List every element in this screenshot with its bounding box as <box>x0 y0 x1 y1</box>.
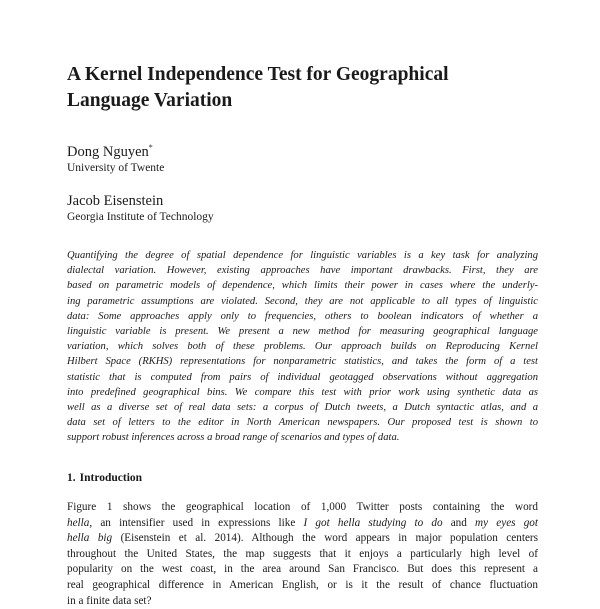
abstract-line: support robust inferences across a broad range of scenarios and types of data. <box>67 432 400 444</box>
intro-term-hella: hella <box>67 516 90 529</box>
section-number: 1. <box>67 472 76 484</box>
abstract-line: into predefined geographical bins. We compare this test with prior work using synthetic data as <box>67 386 538 398</box>
intro-line-7: in a finite data set? <box>67 594 152 607</box>
abstract-line: ing parametric assumptions are violated. Second, they are not applicable to all types of linguistic <box>67 295 538 307</box>
title-line-2: Language Variation <box>67 90 233 111</box>
abstract-line: data set of letters to the editor in North American newspapers. Our proposed test is shown to <box>67 417 538 429</box>
abstract-line: well as a diverse set of real data sets: a corpus of Dutch tweets, a Dutch syntactic atlas, and a <box>67 402 538 414</box>
author-block-2 <box>67 192 214 225</box>
title-line-1: A Kernel Independence Test for Geographical <box>67 64 449 85</box>
abstract-line: based on parametric models of dependence, which limits their power in cases where the underly- <box>67 280 538 292</box>
intro-line-2 <box>67 516 538 532</box>
intro-line-2-text: , an intensifier used in expressions like <box>89 516 304 529</box>
author-block-1 <box>67 143 164 176</box>
intro-example-2b: hella big <box>67 532 113 545</box>
intro-line-1: Figure 1 shows the geographical location of 1,000 Twitter posts containing the word <box>67 501 538 513</box>
intro-example-1: I got hella studying to do <box>303 516 443 529</box>
intro-line-6: real geographical difference in American English, or is it the result of chance fluctuation <box>67 578 538 591</box>
author-affiliation-1: University of Twente <box>67 162 165 174</box>
abstract-line: linguistic variable is present. We present a new method for measuring geographical language <box>67 326 538 338</box>
abstract <box>67 248 538 446</box>
intro-line-3-text: (Eisenstein et al. 2014). Although the word appears in major population centers <box>112 532 538 545</box>
abstract-line: Quantifying the degree of spatial dependence for linguistic variables is a key task for analyzing <box>67 250 538 261</box>
section-heading-introduction <box>67 471 142 486</box>
intro-line-5: popularity on the west coast, in the area around San Francisco. But does this represent a <box>67 563 538 576</box>
author-name-1 <box>67 143 164 161</box>
abstract-line: dialectal variation. However, existing approaches have important drawbacks. First, they are <box>67 265 538 277</box>
abstract-line: Hilbert Space (RKHS) representations for nonparametric statistics, and takes the form of a test <box>67 356 538 368</box>
author-affiliation-2: Georgia Institute of Technology <box>67 211 214 223</box>
paper-title <box>67 62 537 114</box>
intro-line-2-and: and <box>442 516 476 529</box>
intro-line-4: throughout the United States, the map suggests that it enjoys a particularly high level of <box>67 547 538 560</box>
author-name-2: Jacob Eisenstein <box>67 193 164 209</box>
abstract-line: variation, which solves both of these problems. Our approach builds on Reproducing Kernel <box>67 341 538 353</box>
introduction-paragraph <box>67 500 538 609</box>
intro-line-3 <box>67 531 538 547</box>
abstract-line: data: Some approaches apply only to frequencies, others to boolean indicators of whether a <box>67 310 538 322</box>
author-footnote-mark: * <box>148 143 153 153</box>
abstract-line: statistic that is computed from pairs of individual geotagged observations without aggregation <box>67 371 538 383</box>
author-name-text-1: Dong Nguyen <box>67 144 149 160</box>
section-title: Introduction <box>79 472 143 484</box>
intro-example-2a: my eyes got <box>475 516 538 529</box>
